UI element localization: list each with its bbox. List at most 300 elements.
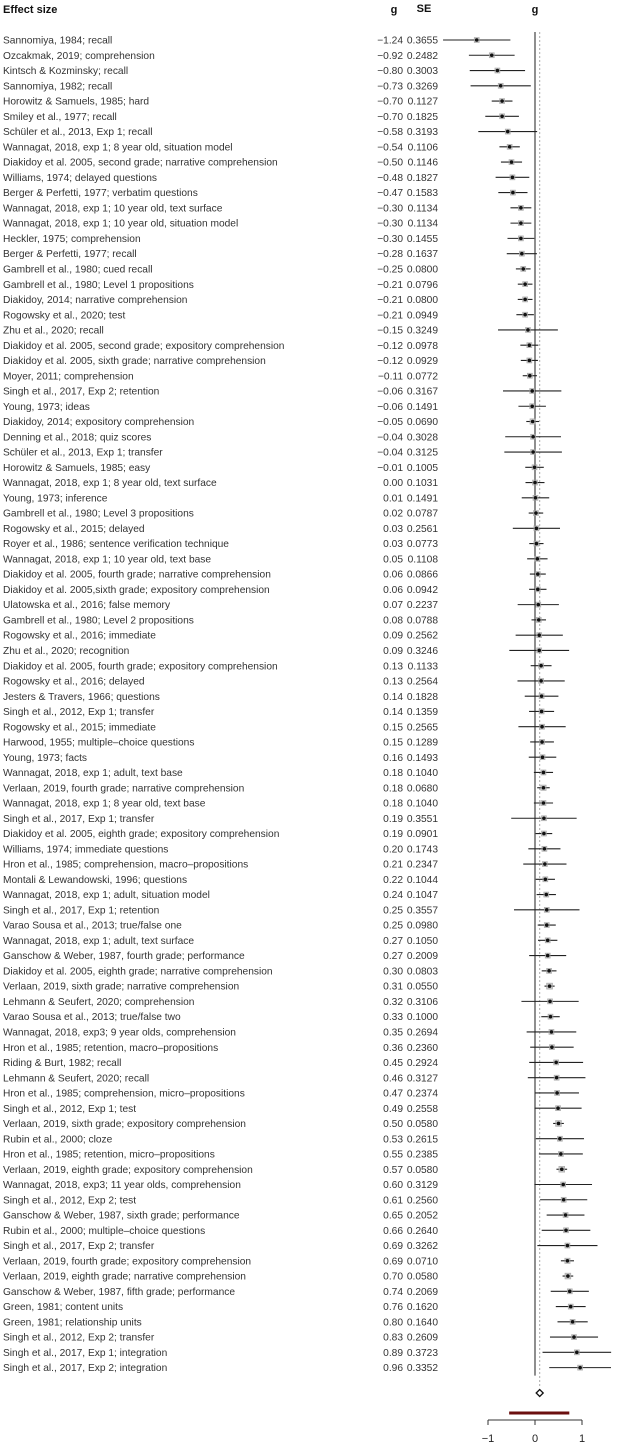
- study-label: Ozcakmak, 2019; comprehension: [3, 50, 155, 62]
- study-label: Gambrell et al., 1980; cued recall: [3, 264, 153, 276]
- point-estimate: [510, 160, 514, 164]
- study-g-value: 0.69: [383, 1256, 403, 1268]
- point-estimate: [536, 572, 540, 576]
- study-g-value: −0.58: [377, 127, 403, 139]
- study-se-value: 0.2069: [406, 1286, 438, 1298]
- study-g-value: 0.21: [383, 859, 403, 871]
- study-g-value: −0.04: [377, 447, 403, 459]
- study-se-value: 0.2609: [406, 1332, 438, 1344]
- study-se-value: 0.2558: [406, 1103, 438, 1115]
- study-label: Diakidoy et al. 2005, fourth grade; narrative comprehension: [3, 569, 271, 581]
- study-label: Zhu et al., 2020; recognition: [3, 646, 130, 657]
- study-g-value: 0.03: [383, 523, 403, 535]
- study-se-value: 0.2565: [406, 722, 438, 734]
- point-estimate: [528, 359, 532, 363]
- point-estimate: [546, 954, 550, 958]
- study-se-value: 0.0901: [406, 829, 438, 841]
- x-tick-label: −1: [481, 1433, 495, 1445]
- study-g-value: −0.70: [377, 111, 403, 123]
- study-label: Diakidoy et al. 2005, second grade; expository comprehension: [3, 340, 285, 352]
- point-estimate: [543, 862, 547, 866]
- point-estimate: [526, 328, 530, 332]
- study-g-value: −0.15: [377, 325, 403, 337]
- study-se-value: 0.3269: [406, 81, 438, 93]
- study-g-value: 0.83: [383, 1332, 403, 1344]
- study-se-value: 0.0787: [406, 508, 438, 520]
- study-se-value: 0.1620: [406, 1302, 438, 1314]
- study-g-value: −0.25: [377, 264, 403, 276]
- study-g-value: −0.70: [377, 96, 403, 108]
- point-estimate: [540, 710, 544, 714]
- study-label: Hron et al., 1985; comprehension, micro–propositions: [3, 1088, 245, 1100]
- study-g-value: 0.96: [383, 1363, 403, 1375]
- study-se-value: 0.2924: [406, 1058, 438, 1070]
- study-se-value: 0.1637: [406, 249, 438, 261]
- point-estimate: [566, 1259, 570, 1263]
- point-estimate: [519, 221, 523, 225]
- study-se-value: 0.1044: [406, 874, 438, 886]
- study-g-value: 0.66: [383, 1225, 403, 1237]
- study-se-value: 0.3249: [406, 325, 438, 337]
- study-se-value: 0.0796: [406, 279, 438, 291]
- study-g-value: 0.22: [383, 874, 403, 886]
- study-g-value: 0.07: [383, 600, 403, 612]
- point-estimate: [531, 420, 535, 424]
- point-estimate: [500, 115, 504, 119]
- study-label: Varao Sousa et al., 2013; true/false two: [3, 1012, 181, 1024]
- study-g-value: −0.92: [377, 50, 403, 62]
- point-estimate: [548, 1000, 552, 1004]
- study-g-value: 0.20: [383, 844, 403, 856]
- study-label: Kintsch & Kozminsky; recall: [3, 66, 129, 78]
- study-se-value: 0.2009: [406, 951, 438, 963]
- study-se-value: 0.3167: [406, 386, 438, 398]
- study-se-value: 0.2615: [406, 1134, 438, 1146]
- study-label: Wannagat, 2018, exp 1; 8 year old, text base: [3, 798, 206, 810]
- study-g-value: 0.35: [383, 1027, 403, 1039]
- study-g-value: 0.46: [383, 1073, 403, 1085]
- point-estimate: [506, 130, 510, 134]
- point-estimate: [523, 298, 527, 302]
- study-se-value: 0.1108: [407, 554, 438, 566]
- study-se-value: 0.3655: [406, 35, 438, 47]
- study-g-value: −0.04: [377, 432, 403, 444]
- point-estimate: [540, 725, 544, 729]
- point-estimate: [550, 1045, 554, 1049]
- point-estimate: [523, 313, 527, 317]
- point-estimate: [561, 1183, 565, 1187]
- point-estimate: [539, 664, 543, 668]
- study-se-value: 0.1106: [407, 142, 438, 154]
- study-g-value: 0.74: [383, 1286, 403, 1298]
- study-label: Green, 1981; relationship units: [3, 1317, 142, 1329]
- study-label: Wannagat, 2018, exp 1; 8 year old, text surface: [3, 478, 217, 490]
- study-g-value: 0.09: [383, 646, 403, 657]
- point-estimate: [568, 1290, 572, 1294]
- study-se-value: 0.2237: [406, 600, 438, 612]
- study-g-value: −0.30: [377, 233, 403, 245]
- study-label: Singh et al., 2017, Exp 1; transfer: [3, 813, 155, 825]
- point-estimate: [536, 603, 540, 607]
- point-estimate: [537, 649, 541, 653]
- study-label: Varao Sousa et al., 2013; true/false one: [3, 920, 182, 932]
- study-label: Schüler et al., 2013, Exp 1; transfer: [3, 447, 163, 459]
- point-estimate: [499, 84, 503, 88]
- study-label: Hron et al., 1985; retention, micro–propositions: [3, 1149, 215, 1161]
- point-estimate: [534, 496, 538, 500]
- study-se-value: 0.2561: [406, 523, 438, 535]
- study-g-value: 0.69: [383, 1241, 403, 1253]
- study-se-value: 0.0690: [406, 417, 438, 429]
- study-se-value: 0.2385: [406, 1149, 438, 1161]
- study-g-value: −0.73: [377, 81, 403, 93]
- study-se-value: 0.2360: [406, 1042, 438, 1054]
- study-se-value: 0.3129: [406, 1180, 438, 1192]
- study-g-value: 0.33: [383, 1012, 403, 1024]
- point-estimate: [555, 1076, 559, 1080]
- point-estimate: [536, 557, 540, 561]
- point-estimate: [535, 542, 539, 546]
- study-se-value: 0.2374: [406, 1088, 438, 1100]
- study-label: Hron et al., 1985; comprehension, macro–propositions: [3, 859, 249, 871]
- study-label: Wannagat, 2018, exp3; 11 year olds, comprehension: [3, 1180, 241, 1192]
- study-g-value: −0.54: [377, 142, 403, 154]
- point-estimate: [555, 1091, 559, 1095]
- study-g-value: −0.28: [377, 249, 403, 261]
- study-label: Diakidoy et al. 2005, fourth grade; expository comprehension: [3, 661, 278, 673]
- study-g-value: 0.25: [383, 905, 403, 917]
- study-label: Diakidoy et al. 2005, eighth grade; narrative comprehension: [3, 966, 273, 978]
- study-label: Diakidoy et al. 2005, sixth grade; narrative comprehension: [3, 356, 266, 368]
- study-se-value: 0.1040: [406, 768, 438, 780]
- study-se-value: 0.0788: [406, 615, 438, 627]
- study-se-value: 0.1743: [406, 844, 438, 856]
- study-label: Wannagat, 2018, exp 1; adult, text surface: [3, 935, 195, 947]
- study-label: Diakidoy et al. 2005, second grade; narrative comprehension: [3, 157, 278, 169]
- study-label: Singh et al., 2017, Exp 2; integration: [3, 1363, 168, 1375]
- study-g-value: −0.30: [377, 218, 403, 230]
- point-estimate: [558, 1137, 562, 1141]
- point-estimate: [549, 1015, 553, 1019]
- study-label: Rubin et al., 2000; multiple–choice questions: [3, 1225, 206, 1237]
- point-estimate: [519, 237, 523, 241]
- point-estimate: [536, 588, 540, 592]
- study-g-value: −0.11: [377, 371, 403, 383]
- study-se-value: 0.0710: [406, 1256, 438, 1268]
- study-g-value: 0.55: [383, 1149, 403, 1161]
- point-estimate: [540, 694, 544, 698]
- study-g-value: 0.09: [383, 630, 403, 642]
- x-tick-label: 1: [578, 1433, 586, 1445]
- study-se-value: 0.1031: [406, 478, 438, 490]
- study-se-value: 0.1827: [406, 172, 438, 184]
- study-se-value: 0.3003: [406, 66, 438, 78]
- study-se-value: 0.3352: [406, 1363, 438, 1375]
- study-se-value: 0.1583: [406, 188, 438, 200]
- study-se-value: 0.3262: [406, 1241, 438, 1253]
- study-se-value: 0.2694: [406, 1027, 438, 1039]
- study-se-value: 0.2562: [406, 630, 438, 642]
- plot-area: [443, 32, 611, 1413]
- point-estimate: [566, 1274, 570, 1278]
- header-plot-g: g: [531, 4, 539, 16]
- study-g-value: 0.31: [383, 981, 403, 993]
- study-label: Verlaan, 2019, sixth grade; expository comprehension: [3, 1119, 246, 1131]
- study-se-value: 0.1134: [407, 203, 438, 215]
- study-label: Sannomiya, 1984; recall: [3, 35, 113, 47]
- study-g-value: −0.48: [377, 172, 403, 184]
- point-estimate: [559, 1152, 563, 1156]
- study-label: Heckler, 1975; comprehension: [3, 233, 141, 245]
- point-estimate: [537, 633, 541, 637]
- column-headers: [3, 3, 538, 16]
- point-estimate: [544, 893, 548, 897]
- study-g-value: 0.18: [383, 798, 403, 810]
- study-se-value: 0.0580: [406, 1164, 438, 1176]
- point-estimate: [531, 450, 535, 454]
- study-label: Sannomiya, 1982; recall: [3, 81, 113, 93]
- study-label: Horowitz & Samuels, 1985; hard: [3, 96, 150, 108]
- point-estimate: [575, 1351, 579, 1355]
- study-se-value: 0.0800: [406, 295, 438, 307]
- study-label: Rubin et al., 2000; cloze: [3, 1134, 113, 1146]
- point-estimate: [523, 282, 527, 286]
- study-g-value: −0.47: [377, 188, 403, 200]
- study-label: Horowitz & Samuels, 1985; easy: [3, 462, 151, 474]
- study-label: Singh et al., 2012, Exp 1; transfer: [3, 707, 155, 719]
- study-g-value: 0.53: [383, 1134, 403, 1146]
- study-se-value: 0.0580: [406, 1119, 438, 1131]
- header-effect-size: Effect size: [3, 4, 58, 16]
- study-g-value: 0.13: [383, 676, 403, 688]
- study-se-value: 0.0773: [406, 539, 438, 551]
- study-label: Wannagat, 2018, exp 1; 10 year old, situation model: [3, 218, 239, 230]
- study-label: Ganschow & Weber, 1987, fourth grade; performance: [3, 951, 245, 963]
- study-se-value: 0.1040: [406, 798, 438, 810]
- study-se-value: 0.3246: [406, 646, 438, 657]
- study-se-value: 0.1146: [407, 157, 438, 169]
- point-estimate: [531, 435, 535, 439]
- study-label: Rogowsky et al., 2015; delayed: [3, 523, 145, 535]
- header-g: g: [390, 4, 398, 16]
- study-g-value: 0.45: [383, 1058, 403, 1070]
- header-se: SE: [416, 3, 432, 15]
- study-se-value: 0.1127: [407, 96, 438, 108]
- study-g-value: 0.57: [383, 1164, 403, 1176]
- study-se-value: 0.1005: [406, 462, 438, 474]
- point-estimate: [530, 404, 534, 408]
- x-axis: [482, 1420, 585, 1445]
- study-se-value: 0.2560: [406, 1195, 438, 1207]
- study-g-value: −0.21: [377, 295, 403, 307]
- study-g-value: 0.50: [383, 1119, 403, 1131]
- study-label: Berger & Perfetti, 1977; verbatim questions: [3, 188, 198, 200]
- study-se-value: 0.1491: [406, 401, 438, 413]
- point-estimate: [564, 1228, 568, 1232]
- study-g-value: 0.76: [383, 1302, 403, 1314]
- study-se-value: 0.3028: [406, 432, 438, 444]
- study-g-value: −0.12: [377, 356, 403, 368]
- study-g-value: 0.13: [383, 661, 403, 673]
- study-g-value: 0.65: [383, 1210, 403, 1222]
- study-label: Wannagat, 2018, exp3; 9 year olds, comprehension: [3, 1027, 236, 1039]
- study-g-value: 0.27: [383, 935, 403, 947]
- study-label: Singh et al., 2017, Exp 1; integration: [3, 1347, 168, 1359]
- study-g-value: −1.24: [377, 35, 403, 47]
- study-g-value: 0.05: [383, 554, 403, 566]
- study-label: Lehmann & Seufert, 2020; recall: [3, 1073, 150, 1085]
- study-g-value: −0.06: [377, 401, 403, 413]
- point-estimate: [542, 801, 546, 805]
- study-g-value: 0.89: [383, 1347, 403, 1359]
- study-label: Rogowsky et al., 2016; immediate: [3, 630, 156, 642]
- study-label: Diakidoy et al. 2005, eighth grade; expository comprehension: [3, 829, 280, 841]
- study-g-value: 0.60: [383, 1180, 403, 1192]
- study-se-value: 0.3193: [406, 127, 438, 139]
- point-estimate: [544, 878, 548, 882]
- study-label: Williams, 1974; immediate questions: [3, 844, 169, 856]
- study-se-value: 0.3106: [406, 996, 438, 1008]
- study-label: Moyer, 2011; comprehension: [3, 371, 134, 383]
- point-estimate: [566, 1244, 570, 1248]
- study-se-value: 0.0680: [406, 783, 438, 795]
- study-g-value: 0.15: [383, 737, 403, 749]
- pooled-diamond: [536, 1390, 543, 1397]
- study-label: Smiley et al., 1977; recall: [3, 111, 117, 123]
- study-se-value: 0.1359: [406, 707, 438, 719]
- study-label: Young, 1973; ideas: [3, 401, 90, 413]
- study-se-value: 0.1825: [406, 111, 438, 123]
- point-estimate: [564, 1213, 568, 1217]
- point-estimate: [528, 343, 532, 347]
- study-se-value: 0.1000: [406, 1012, 438, 1024]
- point-estimate: [542, 832, 546, 836]
- study-se-value: 0.0800: [406, 264, 438, 276]
- point-estimate: [533, 465, 537, 469]
- point-estimate: [562, 1198, 566, 1202]
- study-g-value: 0.47: [383, 1088, 403, 1100]
- point-estimate: [511, 191, 515, 195]
- study-g-value: −0.50: [377, 157, 403, 169]
- study-g-value: 0.30: [383, 966, 403, 978]
- point-estimate: [542, 771, 546, 775]
- study-se-value: 0.3125: [406, 447, 438, 459]
- point-estimate: [569, 1305, 573, 1309]
- point-estimate: [554, 1061, 558, 1065]
- study-label: Ganschow & Weber, 1987, sixth grade; performance: [3, 1210, 240, 1222]
- study-label: Verlaan, 2019, eighth grade; narrative comprehension: [3, 1271, 246, 1283]
- study-se-value: 0.0980: [406, 920, 438, 932]
- point-estimate: [534, 511, 538, 515]
- study-label: Singh et al., 2012, Exp 2; transfer: [3, 1332, 155, 1344]
- study-g-value: 0.49: [383, 1103, 403, 1115]
- point-estimate: [546, 939, 550, 943]
- study-g-value: −0.12: [377, 340, 403, 352]
- study-g-value: 0.14: [383, 691, 403, 703]
- study-g-value: −0.21: [377, 310, 403, 322]
- study-se-value: 0.1050: [406, 935, 438, 947]
- study-g-value: 0.02: [383, 508, 403, 520]
- point-estimate: [548, 984, 552, 988]
- study-label: Denning et al., 2018; quiz scores: [3, 432, 152, 444]
- point-estimate: [578, 1366, 582, 1370]
- study-se-value: 0.2347: [406, 859, 438, 871]
- point-estimate: [475, 38, 479, 42]
- study-se-value: 0.2640: [406, 1225, 438, 1237]
- study-se-value: 0.0978: [406, 340, 438, 352]
- study-g-value: −0.06: [377, 386, 403, 398]
- study-label: Young, 1973; inference: [3, 493, 108, 505]
- study-se-value: 0.1133: [407, 661, 438, 673]
- study-g-value: 0.36: [383, 1042, 403, 1054]
- study-label: Green, 1981; content units: [3, 1302, 124, 1314]
- point-estimate: [496, 69, 500, 73]
- study-label: Zhu et al., 2020; recall: [3, 325, 104, 337]
- point-estimate: [535, 527, 539, 531]
- study-label: Ganschow & Weber, 1987, fifth grade; performance: [3, 1286, 235, 1298]
- study-g-value: −0.05: [377, 417, 403, 429]
- study-label: Diakidoy, 2014; expository comprehension: [3, 417, 195, 429]
- point-estimate: [560, 1167, 564, 1171]
- study-label: Ulatowska et al., 2016; false memory: [3, 600, 171, 612]
- study-label: Hron et al., 1985; retention, macro–propositions: [3, 1042, 219, 1054]
- point-estimate: [490, 53, 494, 57]
- study-se-value: 0.3557: [406, 905, 438, 917]
- study-label: Verlaan, 2019, sixth grade; narrative comprehension: [3, 981, 240, 993]
- study-g-value: 0.70: [383, 1271, 403, 1283]
- study-g-value: 0.24: [383, 890, 403, 902]
- study-g-value: 0.80: [383, 1317, 403, 1329]
- study-label: Rogowsky et al., 2020; test: [3, 310, 126, 322]
- point-estimate: [545, 923, 549, 927]
- study-label: Young, 1973; facts: [3, 752, 88, 764]
- study-se-value: 0.0772: [406, 371, 438, 383]
- study-se-value: 0.0550: [406, 981, 438, 993]
- study-g-value: 0.08: [383, 615, 403, 627]
- point-estimate: [537, 618, 541, 622]
- study-label: Verlaan, 2019, eighth grade; expository comprehension: [3, 1164, 253, 1176]
- study-label: Singh et al., 2017, Exp 2; transfer: [3, 1241, 155, 1253]
- study-se-value: 0.1047: [406, 890, 438, 902]
- study-label: Wannagat, 2018, exp 1; 10 year old, text surface: [3, 203, 223, 215]
- study-se-value: 0.1828: [406, 691, 438, 703]
- study-g-value: 0.03: [383, 539, 403, 551]
- study-se-value: 0.1455: [406, 233, 438, 245]
- point-estimate: [508, 145, 512, 149]
- study-g-value: 0.06: [383, 569, 403, 581]
- study-label: Montali & Lewandowski, 1996; questions: [3, 874, 188, 886]
- study-label: Gambrell et al., 1980; Level 1 propositions: [3, 279, 194, 291]
- study-g-value: 0.61: [383, 1195, 403, 1207]
- study-label: Williams, 1974; delayed questions: [3, 172, 158, 184]
- study-se-value: 0.3551: [406, 813, 438, 825]
- study-g-value: 0.19: [383, 813, 403, 825]
- study-label: Riding & Burt, 1982; recall: [3, 1058, 122, 1070]
- point-estimate: [542, 786, 546, 790]
- study-label: Singh et al., 2017, Exp 1; retention: [3, 905, 160, 917]
- point-estimate: [545, 908, 549, 912]
- study-label: Jesters & Travers, 1966; questions: [3, 691, 160, 703]
- study-rows: [3, 36, 438, 1375]
- study-label: Royer et al., 1986; sentence verification technique: [3, 539, 229, 551]
- study-se-value: 0.2564: [406, 676, 438, 688]
- study-g-value: 0.32: [383, 996, 403, 1008]
- point-estimate: [533, 481, 537, 485]
- study-label: Verlaan, 2019, fourth grade; expository comprehension: [3, 1256, 252, 1268]
- point-estimate: [530, 389, 534, 393]
- study-label: Singh et al., 2012, Exp 2; test: [3, 1195, 137, 1207]
- study-se-value: 0.0866: [406, 569, 438, 581]
